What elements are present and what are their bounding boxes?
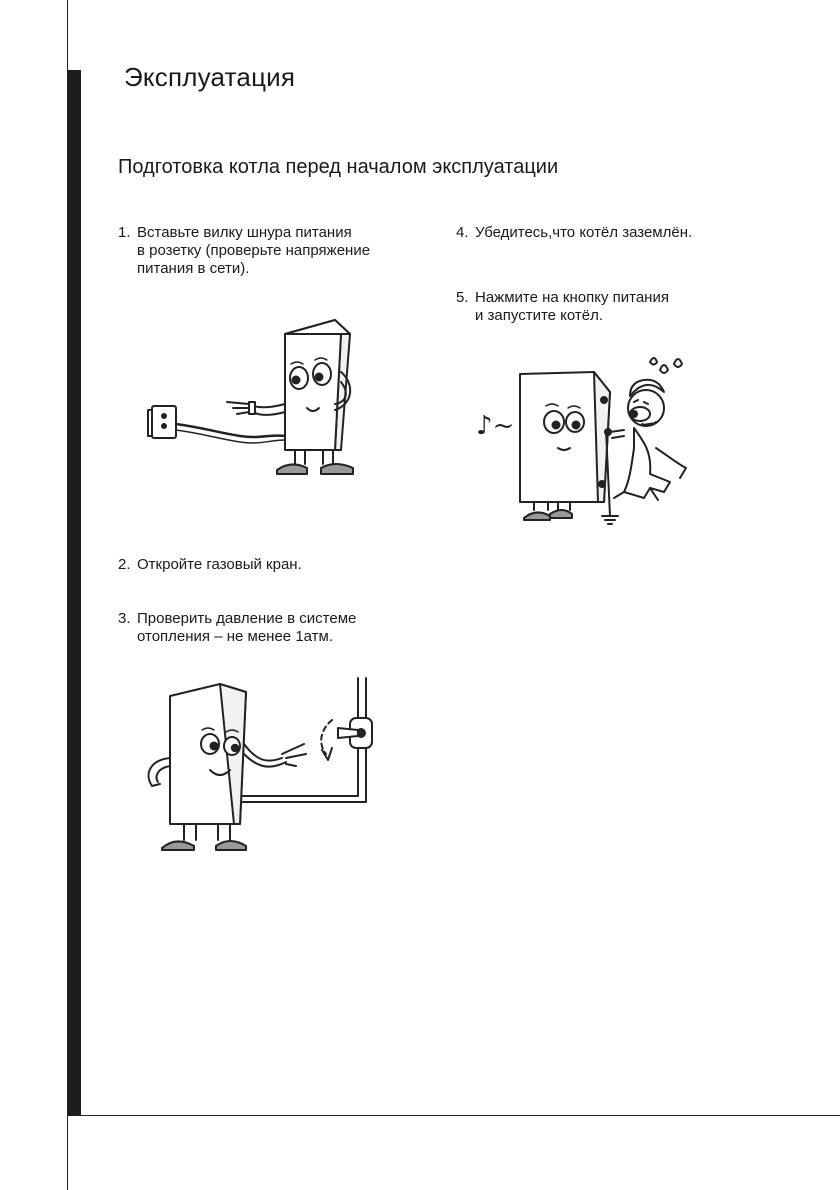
illustration-plug-boiler [145, 312, 380, 482]
step-text: Откройте газовый кран. [137, 556, 302, 573]
illustration-pressure-boiler [140, 674, 380, 862]
step-4 [456, 224, 776, 242]
section-side-bar [68, 70, 81, 1116]
step-number: 4. [456, 224, 469, 241]
step-number: 3. [118, 610, 131, 627]
step-text: Вставьте вилку шнура питания в розетку (проверьте напряжение питания в сети). [137, 224, 371, 277]
step-number: 2. [118, 556, 131, 573]
step-2 [118, 556, 428, 574]
step-number: 1. [118, 224, 131, 241]
step-text: Проверить давление в системе отопления – не менее 1атм. [137, 610, 357, 645]
step-text: Нажмите на кнопку питания и запустите котёл. [475, 289, 669, 324]
music-note-icon: ♪~ [476, 411, 515, 441]
illustration-grounding-boiler [474, 352, 704, 532]
page-title: Эксплуатация [124, 62, 296, 92]
step-text: Убедитесь,что котёл заземлён. [475, 224, 693, 241]
step-number: 5. [456, 289, 469, 306]
step-5 [456, 289, 776, 325]
step-3 [118, 610, 428, 646]
page-bottom-rule [68, 1115, 840, 1116]
step-1 [118, 224, 428, 278]
page-subtitle: Подготовка котла перед началом эксплуатации [118, 156, 559, 178]
